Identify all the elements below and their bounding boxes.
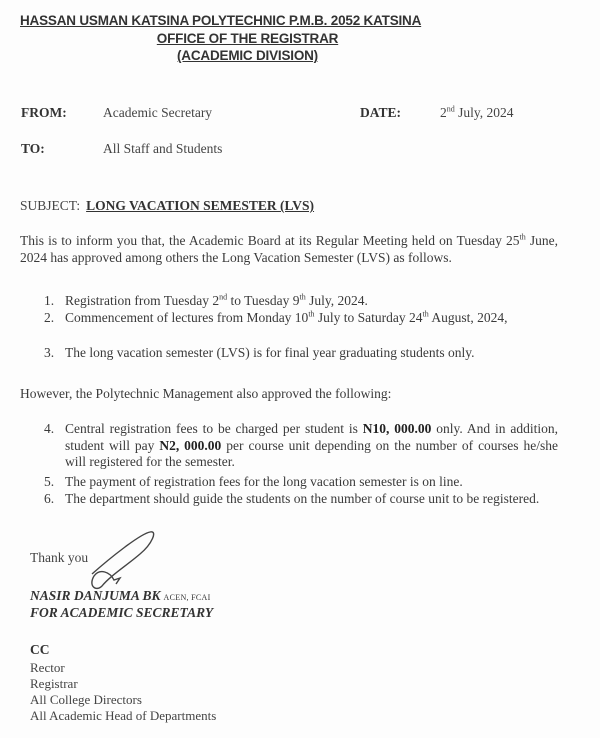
cc-recipient: Rector (30, 660, 65, 675)
cc-list (30, 660, 216, 724)
signatory-credentials: ACEN, FCAI (163, 593, 211, 602)
central-fee-amount: N10, 000.00 (362, 421, 432, 436)
subject-line (20, 198, 314, 214)
signatory-role: FOR ACADEMIC SECRETARY (30, 605, 214, 620)
cc-recipient: All Academic Head of Departments (30, 708, 217, 723)
from-label: FROM: (21, 105, 67, 120)
management-item-6: 6. The department should guide the students on the number of course unit to be registered. (44, 491, 540, 506)
closing-thanks: Thank you (30, 550, 89, 565)
cc-recipient: All College Directors (30, 692, 142, 707)
office-name: OFFICE OF THE REGISTRAR (156, 31, 339, 46)
division-name: (ACADEMIC DIVISION) (177, 48, 318, 63)
to-label: TO: (21, 141, 45, 156)
date-value: 2nd July, 2024 (440, 104, 514, 120)
board-item-3: 3. The long vacation semester (LVS) is for final year graduating students only. (44, 345, 475, 360)
management-item-4: 4. Central registration fees to be charged per student is N10, 000.00 only. And in addition, student will pay N2, 000.00 per course unit depending on the number of courses he/she will registered for the semester. (44, 421, 559, 469)
to-value: All Staff and Students (103, 141, 223, 156)
management-intro: However, the Polytechnic Management also approved the following: (20, 386, 392, 401)
cc-label: CC (30, 642, 50, 657)
signature-icon (80, 528, 160, 592)
course-unit-fee-amount: N2, 000.00 (159, 437, 222, 453)
date-label: DATE: (360, 105, 402, 120)
institution-name: HASSAN USMAN KATSINA POLYTECHNIC P.M.B. 2052 KATSINA (20, 13, 422, 28)
management-item-5: 5. The payment of registration fees for the long vacation semester is on line. (44, 474, 463, 489)
subject-label: SUBJECT: (20, 198, 81, 213)
cc-recipient: Registrar (30, 676, 78, 691)
subject-title: LONG VACATION SEMESTER (LVS) (86, 198, 315, 213)
intro-paragraph: This is to inform you that, the Academic Board at its Regular Meeting held on Tuesday 25th June, 2024 has approved among others the Long Vacation Semester (LVS) as follows. (20, 232, 558, 265)
board-item-1: 1. Registration from Tuesday 2nd to Tuesday 9th July, 2024. (44, 292, 368, 308)
signatory-name: NASIR DANJUMA BK ACEN, FCAI (30, 588, 211, 603)
board-item-2: 2. Commencement of lectures from Monday 10th July to Saturday 24th August, 2024, (44, 309, 508, 325)
from-value: Academic Secretary (103, 105, 213, 120)
